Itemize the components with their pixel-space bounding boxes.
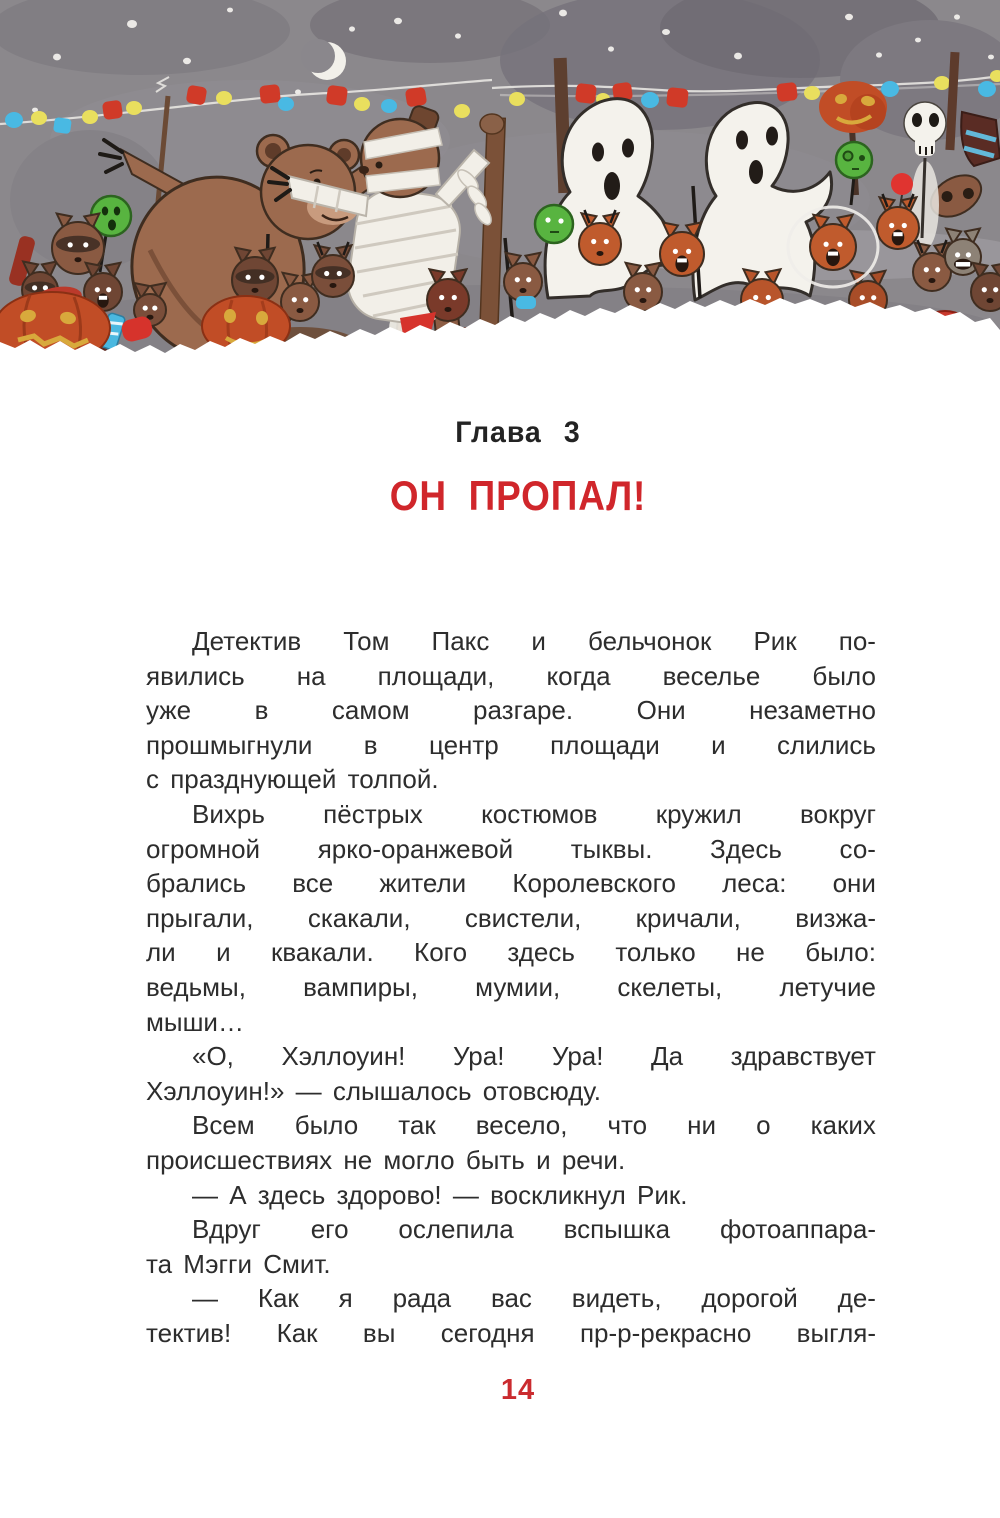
text-line: Детектив Том Пакс и бельчонок Рик по- [192, 626, 876, 656]
text-line: огромной ярко-оранжевой тыквы. Здесь со- [146, 833, 876, 864]
text-line: уже в самом разгаре. Они незаметно [146, 695, 876, 726]
text-line: явились на площади, когда веселье было [146, 660, 876, 691]
chapter-title: ОН ПРОПАЛ! [389, 472, 647, 519]
body-text [146, 624, 876, 1350]
squirrel-scarf [516, 296, 536, 309]
text-line: «О, Хэллоуин! Ура! Ура! Да здравствует [192, 1041, 876, 1072]
text-line: — Как я рада вас видеть, дорогой де- [192, 1283, 876, 1314]
text-line: прыгали, скакали, свистели, кричали, визжа- [146, 902, 876, 933]
text-line: Всем было так весело, что ни о каких [192, 1110, 876, 1141]
text-line: Хэллоуин!» — слышалось отовсюду. [146, 1075, 601, 1106]
text-line: ли и квакали. Кого здесь только не было: [146, 937, 876, 968]
boot-shape [961, 112, 1000, 166]
halloween-illustration [0, 0, 1000, 375]
crowd-animal-head [810, 215, 856, 270]
text-line: тектив! Как вы сегодня пр-р-рекрасно выгля- [146, 1317, 876, 1348]
crowd-animal-head [971, 263, 1000, 311]
page-number: 14 [500, 1374, 536, 1406]
chapter-label: Глава 3 [455, 416, 581, 449]
text-line: та Мэгги Смит. [146, 1248, 331, 1279]
text-line: с празднующей толпой. [146, 764, 439, 795]
green-mask-center [535, 205, 573, 243]
text-line: прошмыгнули в центр площади и слились [146, 729, 876, 760]
crowd-animal-head [232, 248, 278, 303]
text-line: мыши… [146, 1006, 244, 1037]
text-line: — А здесь здорово! — воскликнул Рик. [192, 1179, 688, 1210]
text-line: ведьмы, вампиры, мумии, скелеты, летучие [146, 971, 876, 1002]
text-line: брались все жители Королевского леса: они [146, 868, 876, 899]
text-line: Вдруг его ослепила вспышка фотоаппара- [192, 1214, 876, 1245]
text-line: происшествиях не могло быть и речи. [146, 1144, 626, 1175]
text-line: Вихрь пёстрых костюмов кружил вокруг [192, 798, 876, 829]
